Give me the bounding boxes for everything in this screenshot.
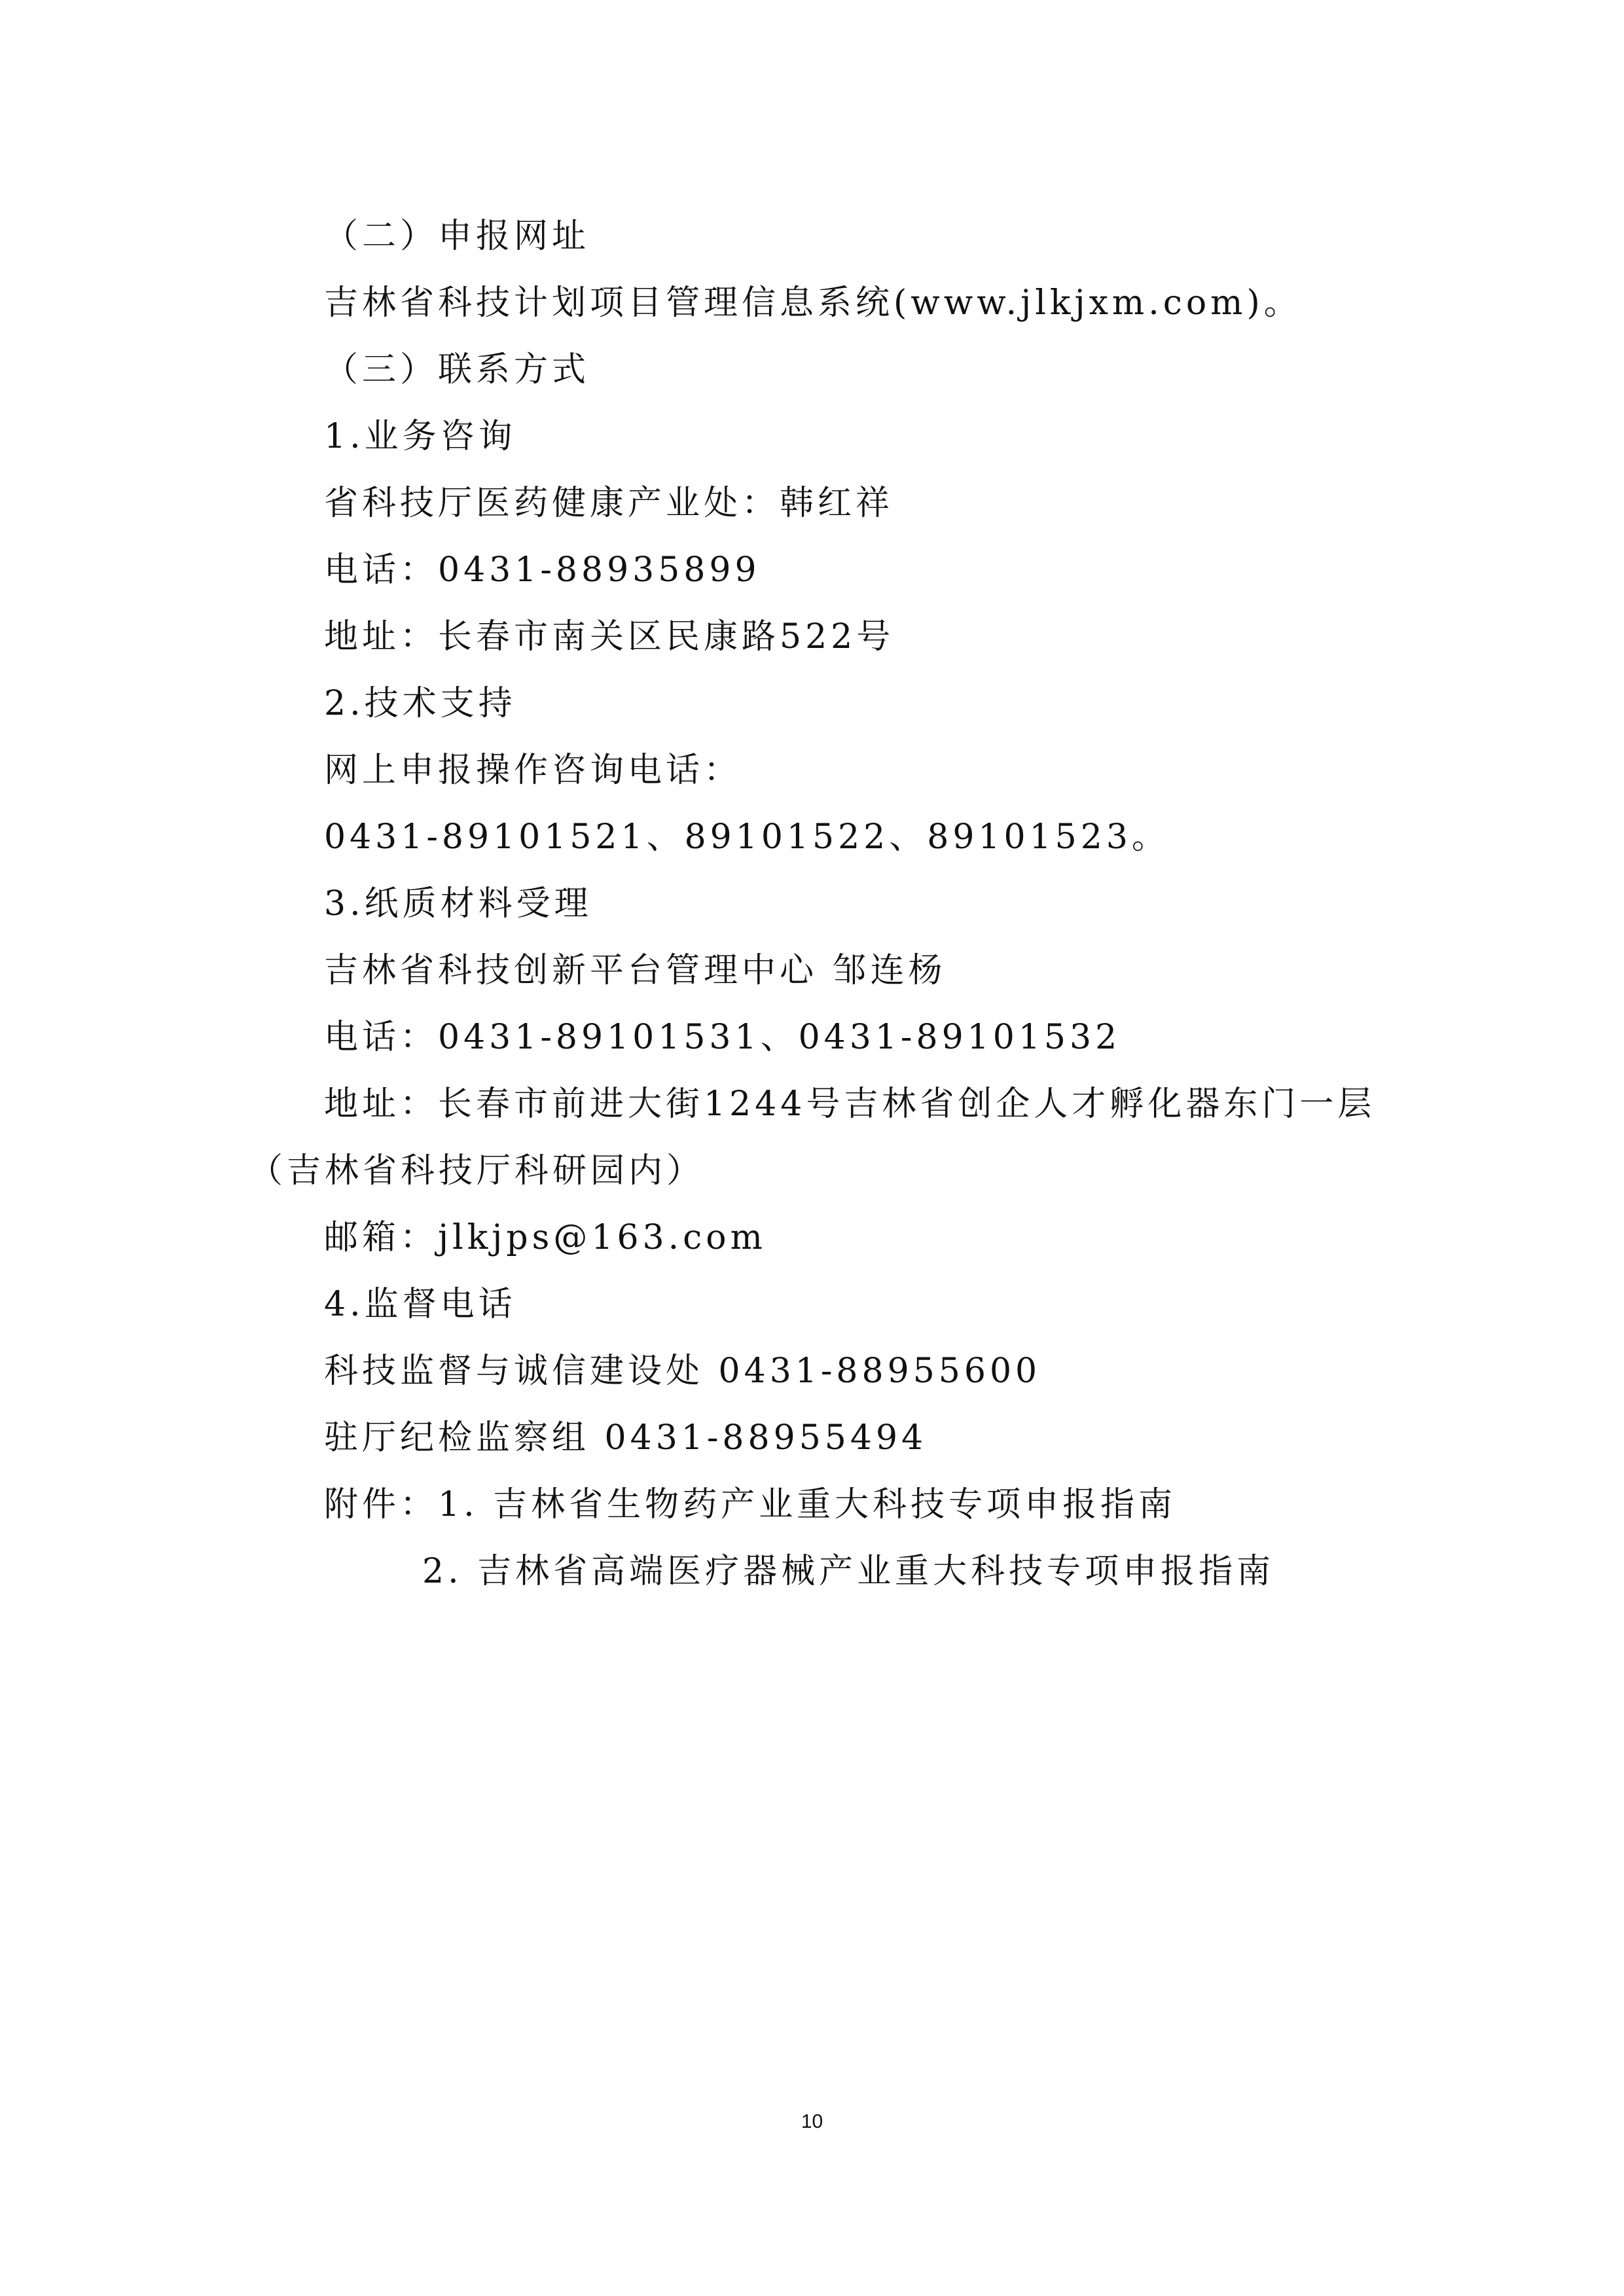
section-2-heading: （二）申报网址 [324, 217, 590, 256]
item-3-address-line1: 地址：长春市前进大街1244号吉林省创企人才孵化器东门一层 [324, 1085, 1376, 1124]
item-2-phones: 0431-89101521、89101522、89101523。 [324, 817, 1170, 857]
item-1-heading: 1.业务咨询 [324, 417, 516, 456]
page-number: 10 [801, 2111, 823, 2132]
item-2-label: 网上申报操作咨询电话： [324, 751, 742, 790]
attachment-1: 附件：1. 吉林省生物药产业重大科技专项申报指南 [324, 1485, 1177, 1524]
section-2-url-text: 吉林省科技计划项目管理信息系统(www.jlkjxm.com)。 [324, 283, 1302, 323]
item-1-contact: 省科技厅医药健康产业处：韩红祥 [324, 484, 894, 523]
attachment-2: 2. 吉林省高端医疗器械产业重大科技专项申报指南 [422, 1552, 1275, 1591]
item-3-email: 邮箱：jlkjps@163.com [324, 1218, 767, 1257]
item-4-heading: 4.监督电话 [324, 1285, 516, 1324]
section-3-heading: （三）联系方式 [324, 350, 590, 389]
item-3-address-line2: （吉林省科技厅科研园内） [249, 1151, 705, 1191]
item-1-address: 地址：长春市南关区民康路522号 [324, 617, 895, 656]
item-3-contact: 吉林省科技创新平台管理中心 邹连杨 [324, 951, 947, 990]
item-3-heading: 3.纸质材料受理 [324, 884, 592, 924]
item-3-phone: 电话：0431-89101531、0431-89101532 [324, 1018, 1121, 1057]
item-1-phone: 电话：0431-88935899 [324, 550, 761, 590]
item-4-line2: 驻厅纪检监察组 0431-88955494 [324, 1418, 928, 1458]
item-2-heading: 2.技术支持 [324, 684, 516, 723]
item-4-line1: 科技监督与诚信建设处 0431-88955600 [324, 1352, 1041, 1391]
